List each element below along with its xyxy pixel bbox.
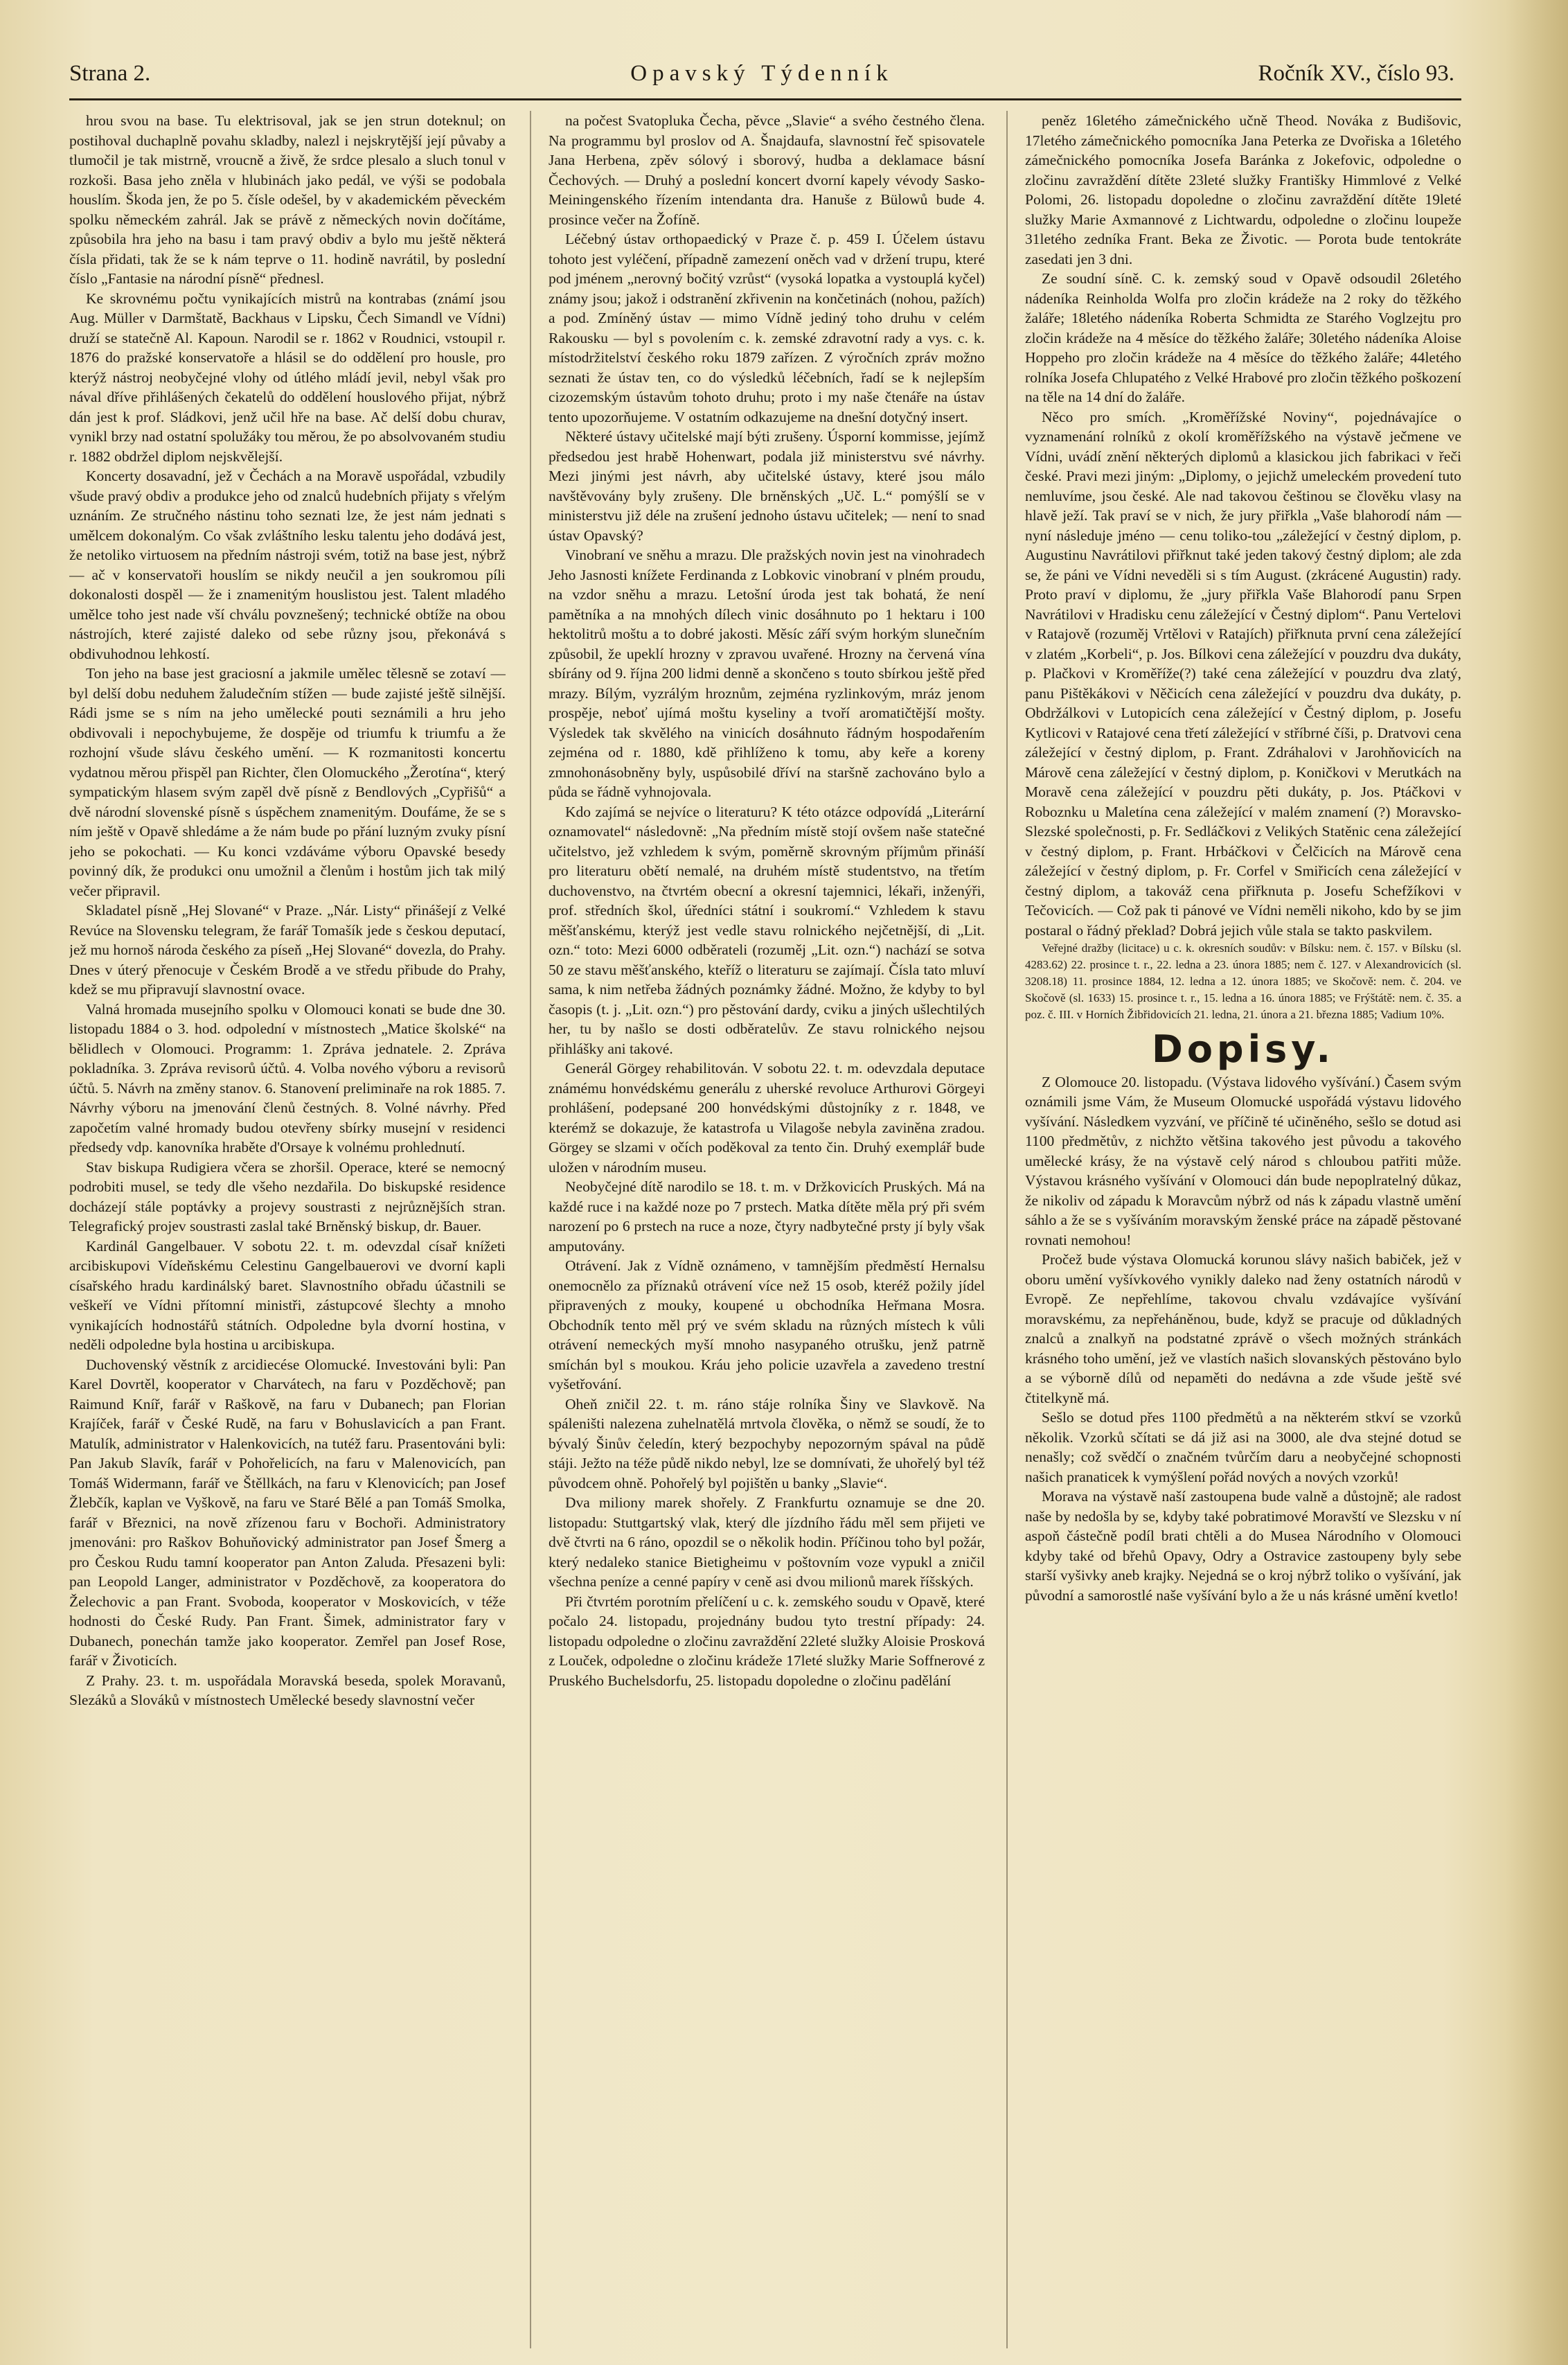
header-rule [69, 98, 1461, 100]
article-text: hrou svou na base. Tu elektrisoval, jak se jen strun doteknul; on postihoval duchaplně povahu skladby, nalezl i nejskrytější její půvaby a tlumočil je tak mistrně, vroucně a živě, že srdce plesalo a sluch tonul v rozkoši. Basa jeho zněla v hlubinách jako pedál, ve výši se podobala houslím. Škoda jen, že po 5. čísle odešel, by v akademickém pěveckém spolku německém zahrál. Jak se právě z německých novin dočítáme, způsobila hra jeho na basu i tam pravý obdiv a bylo mu ještě některá čísla přidati, tak že se k nám teprve o 11. hodině navrátil, by poslední číslo „Fantasie na národní písně“ přednesl. [69, 112, 506, 287]
article-text: Otrávení. Jak z Vídně oznámeno, v tamnějším předměstí Hernalsu onemocnělo za příznaků otrávení více než 15 osob, kteréž požily jídel připravených z mouky, koupené u obchodníka Heřmana Mosra. Obchodník tento měl prý ve svém skladu na různých místech k vůli otrávení nemeckých myší mnoho nasypaného otrušku, jenž patrně smíchán byl s moukou. Kráu jeho policie uzavřela a zavedeno trestní vyšetřování. [549, 1257, 985, 1392]
article-text: Vinobraní ve sněhu a mrazu. Dle pražských novin jest na vinohradech Jeho Jasnosti knížete Ferdinanda z Lobkovic vinobraní v plném proudu, na vzdor sněhu a mrazu. Letošní úroda jest tak bohatá, že není pamětníka a na mnohých dílech vinic dosáhnuto po 1 hektaru i 100 hektolitrů moštu a to dobré jakosti. Měsíc září svým horkým slunečním způsobil, že upeklí hrozny v zpravou uvařené. Hrozny na červená vína sbírány od 9. října 200 lidmi denně a skončeno s touto sbírkou ještě před mrazy. Bílým, vyzrálým hroznům, zejména ryzlinkovým, mráz jenom prospěje, neboť ujímá moštu kyseliny a tvoří aromatičtější mošty. Výsledek tak skvělého na vinicích dosáhnuto řádným hospodařením zejména od r. 1880, kdě přihlíženo k tomu, aby keře a koreny zmnohonásobněny byly, uspůsobilé dříví na staršně zachováno bylo a půda se řádně vyhnojovala. [549, 547, 985, 800]
article-text: Z Prahy. 23. t. m. uspořádala Moravská beseda, spolek Moravanů, Slezáků a Slováků v místnostech Umělecké besedy slavnostní večer [69, 1672, 506, 1708]
article-text: Valná hromada musejního spolku v Olomouci konati se bude dne 30. listopadu 1884 o 3. hod. odpolední v místnostech „Matice školské“ na bělidlech v Olomouci. Programm: 1. Zpráva jednatele. 2. Zpráva pokladníka. 3. Zpráva revisorů účtů. 4. Volba nového výboru a revisorů účtů. 5. Návrh na změny stanov. 6. Stanovení preliminaře na rok 1885. 7. Návrhy výboru na jmenování členů čestných. 8. Volné návrhy. Před započetím valné hromady budou otevřeny sbírky musejní v residenci předsedy vdp. kanovníka hraběte d'Orsaye k volnému prohlednutí. [69, 1000, 506, 1155]
article-text: na počest Svatopluka Čecha, pěvce „Slavie“ a svého čestného člena. Na programmu byl proslov od A. Šnajdaufa, slavnostní řeč spisovatele Jana Herbena, zpěv sólový i sborový, hudba a deklamace básní Čechových. — Druhý a poslední koncert dvorní kapely vévody Sasko-Meiningenského řízením intendanta dra. Hanuše z Bülowů bude 4. prosince večer na Žofíně. [549, 112, 985, 228]
article-text: Kardinál Gangelbauer. V sobotu 22. t. m. odevzdal císař knížeti arcibiskupovi Vídeňskému Celestinu Gangelbauerovi ve dvorní kapli císařského hradu kardinálský baret. Slavnostního obřadu účastnili se veškeří ve Vídni přítomní ministři, zástupcové šlechty a mnoho vynikajících hodnostářů státních. Odpoledne byla dvorní hostina, v neděli odpoledne byla hostina u arcibiskupa. [69, 1237, 506, 1353]
article-text: Dva miliony marek shořely. Z Frankfurtu oznamuje se dne 20. listopadu: Stuttgartský vlak, který dle jízdního řádu měl sem přijeti ve dvě čtvrti na 6 ráno, opozdil se o několik hodin. Příčinou toho byl požár, který nedaleko stanice Bietigheimu v poštovním voze vypukl a zničil všechna peníze a cenné papíry v ceně asi dvou milionů marek říšských. [549, 1494, 985, 1590]
column-2 [549, 111, 985, 2348]
auction-notice: Veřejné dražby (licitace) u c. k. okresních soudův: v Bílsku: nem. č. 157. v Bílsku (sl. 4283.62) 22. prosince t. r., 22. ledna a 23. února 1885; nem č. 127. v Alexandrovicích (sl. 3208.18) 11. prosince 1884, 12. ledna a 12. února 1885; ve Skočově: nem. č. 204. ve Skočově (sl. 1633) 15. prosince t. r., 15. ledna a 16. února 1885; ve Frýštátě: nem. č. 35. a poz. č. III. v Horních Žibřidovicích 21. ledna, 21. února a 21. března 1885; Vadium 10%. [1025, 941, 1461, 1021]
article-text: Neobyčejné dítě narodilo se 18. t. m. v Držkovicích Pruských. Má na každé ruce i na každé noze po 7 prstech. Matka dítěte měla prý při svém narození po 6 prstech na ruce a noze, čtyry nadbytečné prsty jí byly však amputovány. [549, 1178, 985, 1255]
article-text: Generál Görgey rehabilitován. V sobotu 22. t. m. odevzdala deputace známému honvédskému generálu z uherské revoluce Arthurovi Görgeyi prohlášení, podepsané 200 honvédskými důstojníky z r. 1848, ve kterémž se dokazuje, že katastrofa u Vilagoše nebyla zaviněna zradou. Görgey se slzami v očích poděkoval za tento čin. Druhý exemplář bude uložen v národním museu. [549, 1060, 985, 1176]
column-3 [1025, 111, 1461, 2348]
article-text: Ze soudní síně. C. k. zemský soud v Opavě odsoudil 26letého nádeníka Reinholda Wolfa pro zločin krádeže na 2 roky do těžkého žaláře; 18letého nádeníka Roberta Schmidta ze Starého Voglzejtu pro zločin krádeže na 4 měsíce do těžkého žaláře; 30letého nádeníka Aloise Hoppeho pro zločin krádeže na 4 měsíce do těžkého žaláře; 44letého rolníka Josefa Chlupatého z Velké Hrabové pro zločin těžkého poškození na těle na 14 dní do žaláře. [1025, 270, 1461, 405]
section-heading: Dopisy. [1152, 1027, 1335, 1071]
article-text: Stav biskupa Rudigiera včera se zhoršil. Operace, které se nemocný podrobiti musel, se tedy dle všeho nezdařila. Do biskupské residence docházejí stále poptávky a projevy soustrasti z nejrůznějších stran. Telegrafický projev soustrasti zaslal také Brněnský biskup, dr. Bauer. [69, 1158, 506, 1234]
page-header [69, 61, 1454, 96]
article-text: Některé ústavy učitelské mají býti zrušeny. Úsporní kommisse, jejímž předsedou jest hrabě Hohenwart, podala již ministerstvu své návrhy. Mezi jinými jest návrh, aby učitelské ústavy, které jsou málo navštěvovány byly zrušeny. Dle brněnských „Uč. L.“ pomýšlí se v ministerstvu již déle na zrušení jednoho ústavu učitelek; — není to snad ústav Opavský? [549, 428, 985, 544]
article-text: Kdo zajímá se nejvíce o literaturu? K této otázce odpovídá „Literární oznamovatel“ následovně: „Na předním místě stojí ovšem naše statečné učitelstvo, jež vzhledem k svým, poměrně skrovným příjmům přináší pro literaturu obětí nemalé, na druhém místě studentstvo, na třetím duchovenstvo, na čtvrtém obecní a okresní tajemnici, lékaři, inženýři, prof. středních škol, úředníci státní i soukromí.“ Vzhledem k stavu měšťanskému, kterýž jest vedle stavu rolnického nejčetnější, di „Lit. ozn.“ toto: Mezi 6000 odběrateli (rozuměj „Lit. ozn.“) nachází se sotva 50 ze stavu měšťanského, kteříž o literaturu se zajímají. Čísla tato mluví sama, k nim netřeba žádných poznámky žádné. Možno, že kdyby to byl časopis (t. j. „Lit. ozn.“) pro pěstování dardy, cviku a jiných ušlechtilých her, tu by našlo se dosti odběratelův. Ze stavu rolnického nejsou přihlášky ani takové. [549, 803, 985, 1057]
page-edge-shadow [1506, 0, 1568, 2365]
article-text: Oheň zničil 22. t. m. ráno stáje rolníka Šiny ve Slavkově. Na spáleništi nalezena zuhelnatělá mrtvola člověka, o němž se soudí, že to bývalý Šinův čeledín, který bezpochyby nepozorným spával na půdě stáji. Ježto na téže půdě nikdo nebyl, lze se domnívati, že uhořelý byl též původcem ohně. Pohořelý byl pojištěn u banky „Slavie“. [549, 1395, 985, 1491]
article-text: Pročež bude výstava Olomucká korunou slávy našich babiček, jež v oboru umění vyšívkového vynikly daleko nad ženy ostatních národů v Evropě. Ze nepřehlíme, takovou chvalu vzdávajíce vyšívání moravskému, za nepřeháněnou, bude, když se pracuje od důkladných znalců a znalkyň na podstatné zprávě o všech možných stránkách krásného toho umění, jež ve vlastích našich slovanských pěstováno bylo a se výborně dílů od nepaměti do nedávna a zde všude ještě své čtitelkyně má. [1025, 1251, 1461, 1406]
article-text: Sešlo se dotud přes 1100 předmětů a na některém stkví se vzorků několik. Vzorků sčítati se dá již asi na 3000, ale dva stejné dotud se nenašly; což svědčí o značném tvůrčím daru a neobyčejné schopnosti našich pranaticek k vymýšlení pořád nových a nových vzorků! [1025, 1409, 1461, 1485]
column-divider [530, 111, 531, 2348]
article-text: Při čtvrtém porotním přelíčení u c. k. zemského soudu v Opavě, které počalo 24. listopadu, projednány budou tyto trestní případy: 24. listopadu odpoledne o zločinu zavraždění 22leté služky Aloisie Prosková z Louček, odpoledne o zločinu krádeže 17leté služky Marie Soffnerové z Pruského Buchelsdorfu, 25. listopadu dopoledne o zločinu padělání [549, 1593, 985, 1689]
article-text: Koncerty dosavadní, jež v Čechách a na Moravě uspořádal, vzbudily všude pravý obdiv a produkce jeho od znalců hudebních přijaty s vřelým uznáním. Ze stručného nástinu toho seznati lze, že jest nám jednati s umělcem dokonalým. Co však zvláštního lesku talentu jeho dodává jest, že netoliko virtuosem na předním nástroji svém, totiž na base jest, nýbrž — ač v konservatoři houslím se nikdy neučil a jen soukromou píli dokonalosti dospěl — že i znamenitým houslistou jest. Talent mladého umělce toho jest nade vší chválu povznešený; technické obtíže na obou nástrojích, které zajisté daleko od sebe různy jsou, překonává s obdivuhodnou lehkostí. [69, 468, 506, 662]
article-text: Ke skrovnému počtu vynikajících mistrů na kontrabas (známí jsou Aug. Müller v Darmštatě, Backhaus v Lipsku, Čech Simandl ve Vídni) druží se statečně Al. Kapoun. Narodil se r. 1862 v Roudnici, vstoupil r. 1876 do pražské konservatoře a hlásil se do oddělení pro housle, pro kterýž nástroj neobyčejné vlohy od útlého mládí jevil, nebyl však pro nával dříve přihlášených čekatelů do oddělení houslového přijat, nýbrž dán jest k prof. Sládkovi, jenž učil hře na base. Ač delší dobu churav, vynikl brzy nad ostatní spolužáky tou měrou, že po absolvovaném studiu r. 1882 obdržel diplom nejskvělejší. [69, 290, 506, 465]
article-text: Skladatel písně „Hej Slované“ v Praze. „Nár. Listy“ přinášejí z Velké Revúce na Slovensku telegram, že farář Tomašík jede s českou deputací, jež mu hornoš národa českého za píseň „Hej Slované“ dovezla, do Prahy. Dnes v úterý přenocuje v Českém Brodě a ve středu přibude do Prahy, kdež se mu připravují slavnostní ovace. [69, 902, 506, 998]
article-text: Ton jeho na base jest graciosní a jakmile umělec tělesně se zotaví — byl delší dobu neduhem žaludečním stížen — bude zajisté ještě silnější. Rádi jsme se s ním na jeho umělecké pouti seznámili a hru jeho obdivovali i nepochybujeme, že dospěje od triumfu k triumfu a že rozhojní všude slávu českého umění. — K rozmanitosti koncertu vydatnou měrou přispěl pan Richter, člen Olomuckého „Žerotína“, který sympatickým hlasem svým zapěl dvě písně z Bendlových „Cypřišů“ a dvě národní slovenské písně s úspěchem znamenitým. Doufáme, že se s ním ještě v Opavě shledáme a že nám bude po přání luzným zvuky písní jeho se pokochati. — Ku konci vzdáváme výboru Opavské besedy povinný dík, že produkci onu umožnil a členům i hostům jich tak milý večer připravil. [69, 665, 506, 899]
page-number: Strana 2. [69, 61, 151, 86]
article-text: Něco pro smích. „Kroměřížské Noviny“, pojednávajíce o vyznamenání rolníků z okolí kroměřížského na výstavě ječmene ve Vídni, uvádí znění některých diplomů a klasickou jich fabrikaci v řeči české. Pravi mezi jiným: „Diplomy, o jejichž umeleckém provedení tuto nemluvíme, jsou české. Ale nad takovou češtinou se člověku vlasy na hlavě ježí. Tak praví se v nich, že jury přiřkla „Vaše blahorodí nám — nyní následuje jméno — cenu toliko-tou „záležející v čestný diplom, p. Augustinu Navrátilovi přiřknut také jeden takový čestný diplom; ale zda se, že páni ve Vídni neveděli si s tím August. (zkrácené Augustin) rady. Proto praví v diplomu, že „jury přiřkla Vaše Blahorodí panu Srpen Navrátilovi v Hradisku cenu záležející v Čestný diplom“. Panu Vertelovi v Ratajově (rozuměj Vrtělovi v Ratajích) přiřknuta první cena záležející v zlatém „Korbeli“, p. Jos. Bílkovi cena záležející v pouzdru dva dukáty, p. Plačkovi v Kroměříže(?) také cena záležející v pouzdru dva zlatý, panu Pištěkákovi v Něčicích cena záležející v pouzdru dva dukáty, p. Obdržálkovi v Lutopicích cena záležející v Čestný diplom, p. Josefu Kytlicovi v Ratajové cena třetí záležející v stříbrné číši, p. Dratvovi cena záležející v čestný diplom, p. Frant. Zdráhalovi v Jarohňovicích na Márově cena záležející v čestný diplom, p. Koničkovi v Merutkách na Moravě cena záležející v pouzdru pěti dukáty, p. Jos. Ptáčkovi v Roboznku u Maletína cena záležející v malém znamení (?) Moravsko-Slezské společnosti, p. Fr. Sedláčkovi z Velikých Statěnic cena záležející v čestný diplom, p. Frant. Hrbáčkovi v Čelčicích na Márově cena záležející v čestný diplom, p. Fr. Corfel v Smiřicích cena záležející v čestný diplom, a takováž cena přiřknuta p. Josefu Schefžíkovi v Tečovicích. — Což pak ti pánové ve Vídni neměli nikoho, kdo by se jim postaral o řádný překlad? Dobrá jejich vůle stala se takto paskvilem. [1025, 408, 1461, 939]
article-text: Duchovenský věstník z arcidiecése Olomucké. Investováni byli: Pan Karel Dovrtěl, kooperator v Charvátech, na faru v Pozděchově; pan Raimund Kníř, farář v Raškově, na faru v Dubanech; pan Florian Krajíček, farář v České Rudě, na faru v Bohuslavicích a pan Frant. Matulík, administrator v Halenkovicích, na tutéž faru. Prasentováni byli: Pan Jakub Slavík, farář v Pohořelicích, na faru v Malenovicích, pan Tomáš Widermann, farář ve Štěllkách, na faru v Klenovicích; pan Josef Žlebčík, kaplan ve Vyškově, na faru ve Staré Bělé a pan Tomáš Smolka, farář v Březnici, na nově zřízenou faru v Bochoři. Administratory jmenováni: pro Raškov Bohuňovický administrator pan Josef Šmerg a pro Českou Rudu tamní kooperator pan Anton Zaluda. Přesazeni byli: pan Leopold Langer, administrator v Pozděchově, za kooperatora do Želechovic a pan Frant. Svoboda, kooperator v Moskovicích, v téže hodnosti do České Rudy. Pan Frant. Šimek, administrator fary v Dubanech, ponechán tamže jako kooperator. Zemřel pan Josef Rose, farář v Životicích. [69, 1356, 506, 1669]
article-text: Morava na výstavě naší zastoupena bude valně a důstojně; ale radost naše by nedošla by se, kdyby také pobratimové Moravští ve Slezsku v ní aspoň částečně podíl brati chtěli a do Musea Národního v Olomouci kdyby také od břehů Opavy, Odry a Ostravice zastoupeny byly sebe starší vyšivky aneb krajky. Nejedná se o kroj nýbrž toliko o vyšívání, jak původní a samorostlé naše vyšívání bylo a že u nás krásné umění kvetlo! [1025, 1488, 1461, 1604]
newspaper-title: Opavský Týdenník [630, 61, 893, 86]
article-text: peněz 16letého zámečnického učně Theod. Nováka z Budišovic, 17letého zámečnického pomocníka Jana Peterka ze Dvořiska a 16letého zámečnického pomocníka Josefa Baránka z Jokefovic, odpoledne o zločinu zavraždění dítěte 23leté služky Františky Himmlové z Velké Polomi, 26. listopadu dopoledne o zločinu zavraždění dítěte 19leté služky Marie Axmannové z Lichtwardu, odpoledne o zločinu loupeže 31letého zedníka Frant. Beka ze Životic. — Porota bude tentokráte zasedati jen 3 dni. [1025, 112, 1461, 267]
column-1 [69, 111, 506, 2348]
volume-issue: Ročník XV., číslo 93. [1258, 61, 1454, 86]
column-divider [1006, 111, 1008, 2348]
article-text: Léčebný ústav orthopaedický v Praze č. p. 459 I. Účelem ústavu tohoto jest vyléčení, případně zamezení oněch vad v držení trupu, které pod jménem „nerovný bočitý vzrůst“ (vysoká lopatka a vystouplá kyčel) známy jsou; jakož i odstranění zkřivenin na končetinách (nohou, pažích) a pod. Zmíněný ústav — mimo Vídně jediný toho druhu v celém Rakousku — byl s povolením c. k. zemské zdravotní rady a vys. c. k. místodržitelství českého roku 1879 zařízen. Z výročních zpráv možno seznati že ústav ten, co do výsledků léčebních, řadí se k nejlepším cizozemským ústavům tohoto druhu; proto i my naše čtenáře na ústav tento upozorňujeme. V ostatním odkazujeme na dnešní dotyčný insert. [549, 231, 985, 425]
article-text: Z Olomouce 20. listopadu. (Výstava lidového vyšívání.) Časem svým oznámili jsme Vám, že Museum Olomucké uspořádá výstavu lidového vyšívání. Následkem vyzvání, ve příčině té učiněného, sešlo se dotud asi 1100 předmětův, z nichžto většina takového jest původu a takového umělecké krásy, že na výstavě celý národ s chloubou patřiti může. Výstavou krásného vyšívání v Olomouci dán bude nepoplratelný důkaz, že nikoliv od západu k Moravcům nýbrž od nás k západu vlastně umění sáhlo a že se s vyšíváním moravským ženské práce na západě pěstované rovnati nemohou! [1025, 1073, 1461, 1248]
